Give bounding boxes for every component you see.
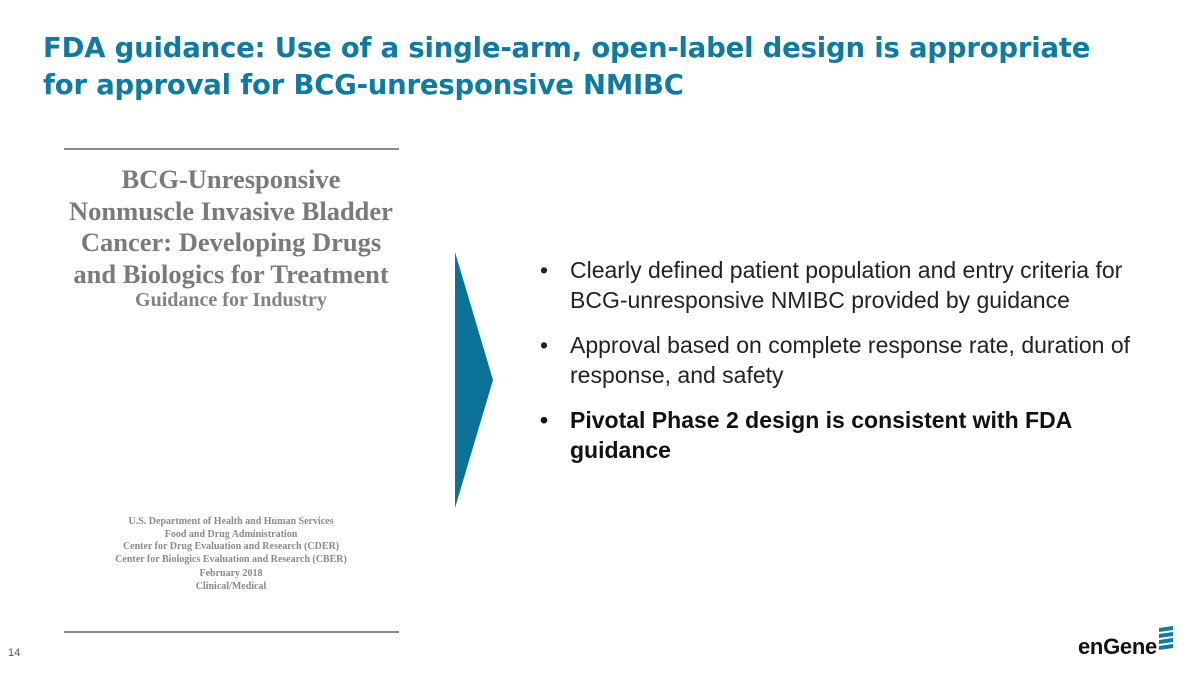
slide-title-line-1: FDA guidance: Use of a single-arm, open-label design is appropriate xyxy=(43,32,1091,64)
chevron-arrow-shape xyxy=(455,252,493,508)
bullet-marker: • xyxy=(540,332,549,358)
fda-guidance-document-cover xyxy=(55,148,407,634)
document-date-block xyxy=(55,568,407,593)
bullet-text: Clearly defined patient population and entry criteria for BCG-unresponsive NMIBC provided by guidance xyxy=(570,257,1123,313)
document-agency-block xyxy=(55,516,407,566)
logo-bar xyxy=(1159,644,1173,650)
bullet-marker: • xyxy=(540,407,549,433)
chevron-arrow-icon xyxy=(455,252,493,508)
logo-bar xyxy=(1159,626,1173,632)
logo-wordmark: enGene xyxy=(1078,634,1157,659)
logo-bar xyxy=(1159,638,1173,644)
page-number: 14 xyxy=(8,647,21,659)
slide-title-line-2: for approval for BCG-unresponsive NMIBC xyxy=(43,69,684,101)
agency-line: Food and Drug Administration xyxy=(164,528,298,540)
stacked-bars-logo-icon xyxy=(1156,626,1174,650)
slide-title xyxy=(43,30,1163,104)
key-points-list xyxy=(540,256,1140,481)
document-title-line: BCG-Unresponsive xyxy=(121,164,341,194)
document-top-rule xyxy=(64,148,399,150)
document-title-line: Cancer: Developing Drugs xyxy=(80,227,382,257)
document-category: Clinical/Medical xyxy=(195,580,267,592)
document-title-line: Nonmuscle Invasive Bladder xyxy=(69,195,393,226)
bullet-text: Approval based on complete response rate, duration of response, and safety xyxy=(570,332,1131,388)
document-subtitle: Guidance for Industry xyxy=(135,289,327,311)
engene-logo xyxy=(1078,626,1174,660)
document-title-line: and Biologics for Treatment xyxy=(73,258,389,289)
bullet-item xyxy=(540,331,1140,390)
agency-line: U.S. Department of Health and Human Services xyxy=(128,516,334,527)
document-bottom-rule xyxy=(64,631,399,633)
agency-line: Center for Drug Evaluation and Research (CDER) xyxy=(122,541,340,552)
bullet-item xyxy=(540,256,1140,315)
document-title xyxy=(55,164,407,290)
bullet-item-emphasized xyxy=(540,406,1140,465)
bullet-text: Pivotal Phase 2 design is consistent with FDA guidance xyxy=(570,407,1072,463)
document-date: February 2018 xyxy=(199,568,263,579)
bullet-marker: • xyxy=(540,257,549,283)
agency-line: Center for Biologics Evaluation and Research (CBER) xyxy=(115,553,347,565)
logo-bar xyxy=(1159,632,1173,638)
